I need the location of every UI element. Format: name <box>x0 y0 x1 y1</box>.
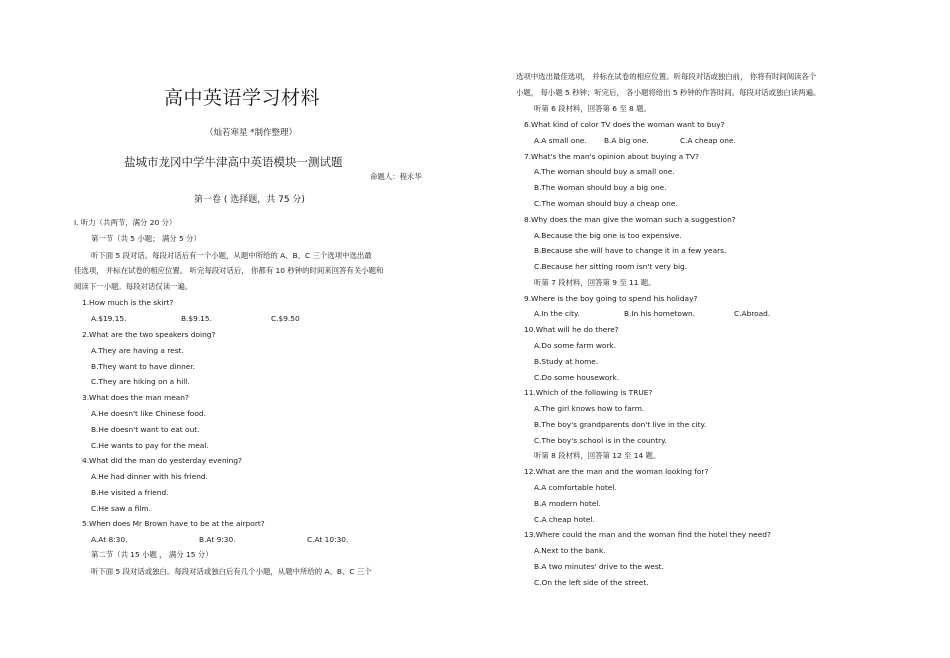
section-one-instruction: 阅读下一小题。每段对话仅读一遍。 <box>74 282 193 291</box>
section-one-instruction: 听下面 5 段对话。每段对话后有一个小题，从题中所给的 A、B、C 三个选项中选出最 <box>91 251 372 260</box>
section-two-instruction: 小题， 每小题 5 秒钟；听完后， 各小题将给出 5 秒钟的作答时间。每段对话或独白读两遍。 <box>516 88 821 97</box>
option-c[interactable]: C.On the left side of the street. <box>534 578 649 587</box>
option-c[interactable]: C.A cheap hotel. <box>534 515 595 524</box>
subtitle: （灿若寒星 *制作整理） <box>205 128 297 138</box>
option-b[interactable]: B.A modern hotel. <box>534 499 601 508</box>
option-a[interactable]: A.The girl knows how to farm. <box>534 404 645 413</box>
option-c[interactable]: C.Do some housework. <box>534 373 620 382</box>
question-stem: 13.Where could the man and the woman find the hotel they need? <box>524 530 771 539</box>
section-one-instruction: 佳选项， 并标在试卷的相应位置。 听完每段对话后， 你都有 10 秒钟的时间来回答有关小题和 <box>74 266 384 275</box>
passage-note: 听第 7 段材料，回答第 9 至 11 题。 <box>534 278 656 287</box>
option-a[interactable]: A.The woman should buy a small one. <box>534 167 675 176</box>
option-a[interactable]: A.$19.15. <box>91 314 127 323</box>
question-stem: 3.What does the man mean? <box>82 393 189 402</box>
option-c[interactable]: C.At 10:30. <box>307 535 349 544</box>
option-b[interactable]: B.The woman should buy a big one. <box>534 183 667 192</box>
passage-note: 听第 8 段材料，回答第 12 至 14 题。 <box>534 451 661 460</box>
option-b[interactable]: B.The boy's grandparents don't live in the city. <box>534 420 707 429</box>
option-b[interactable]: B.Because she will have to change it in a few years. <box>534 246 727 255</box>
section-two-instruction: 听下面 5 段对话或独白。每段对话或独白后有几个小题，从题中所给的 A、B、C 三个 <box>91 567 372 576</box>
option-c[interactable]: C.They are hiking on a hill. <box>91 377 190 386</box>
question-stem: 4.What did the man do yesterday evening? <box>82 456 242 465</box>
question-stem: 12.What are the man and the woman looking for? <box>524 467 709 476</box>
question-stem: 5.When does Mr Brown have to be at the airport? <box>82 519 265 528</box>
question-stem: 1.How much is the skirt? <box>82 298 174 307</box>
option-a[interactable]: A.They are having a rest. <box>91 346 184 355</box>
option-a[interactable]: A.Because the big one is too expensive. <box>534 231 682 240</box>
question-stem: 9.Where is the boy going to spend his holiday? <box>524 294 698 303</box>
option-b[interactable]: B.At 9:30. <box>199 535 236 544</box>
option-a[interactable]: A.Next to the bank. <box>534 546 606 555</box>
option-c[interactable]: C.A cheap one. <box>680 136 736 145</box>
option-b[interactable]: B.Study at home. <box>534 357 599 366</box>
question-stem: 10.What will he do there? <box>524 325 619 334</box>
option-c[interactable]: C.Abroad. <box>734 309 771 318</box>
option-c[interactable]: C.The woman should buy a cheap one. <box>534 199 678 208</box>
option-a[interactable]: A.He doesn't like Chinese food. <box>91 409 206 418</box>
option-a[interactable]: A.At 8:30. <box>91 535 128 544</box>
option-c[interactable]: C.He wants to pay for the meal. <box>91 441 209 450</box>
page-title: 高中英语学习材料 <box>164 87 321 109</box>
option-a[interactable]: A.A comfortable hotel. <box>534 483 617 492</box>
author-line: 命题人：程永华 <box>370 172 422 181</box>
question-stem: 6.What kind of color TV does the woman want to buy? <box>524 120 725 129</box>
section-two-instruction: 选项中选出最佳选项， 并标在试卷的相应位置。听每段对话或独白前， 你将有时间阅读各个 <box>516 72 817 81</box>
option-b[interactable]: B.He visited a friend. <box>91 488 169 497</box>
section-two-header: 第二节（共 15 小题 ， 满分 15 分） <box>91 550 213 559</box>
question-stem: 2.What are the two speakers doing? <box>82 330 216 339</box>
option-b[interactable]: B.$9.15. <box>181 314 212 323</box>
part-one-title: 第一卷 ( 选择题，共 75 分) <box>194 195 305 205</box>
option-b[interactable]: B.A big one. <box>604 136 649 145</box>
option-c[interactable]: C.The boy's school is in the country. <box>534 436 667 445</box>
option-b[interactable]: B.He doesn't want to eat out. <box>91 425 200 434</box>
option-c[interactable]: C.He saw a film. <box>91 504 151 513</box>
section-one-header: 第一节（共 5 小题； 满分 5 分） <box>91 234 201 243</box>
option-c[interactable]: C.Because her sitting room isn't very big. <box>534 262 688 271</box>
option-b[interactable]: B.In his hometown. <box>624 309 696 318</box>
question-stem: 7.What's the man's opinion about buying a TV? <box>524 152 699 161</box>
option-a[interactable]: A.In the city. <box>534 309 580 318</box>
option-b[interactable]: B.They want to have dinner. <box>91 362 196 371</box>
option-a[interactable]: A.He had dinner with his friend. <box>91 472 208 481</box>
passage-note: 听第 6 段材料，回答第 6 至 8 题。 <box>534 104 651 113</box>
option-a[interactable]: A.A small one. <box>534 136 587 145</box>
option-a[interactable]: A.Do some farm work. <box>534 341 617 350</box>
option-c[interactable]: C.$9.50 <box>271 314 300 323</box>
question-stem: 11.Which of the following is TRUE? <box>524 388 653 397</box>
exam-title: 盐城市龙冈中学牛津高中英语模块一测试题 <box>124 155 343 169</box>
listening-header: I. 听力（共两节，满分 20 分） <box>74 218 177 227</box>
option-b[interactable]: B.A two minutes' drive to the west. <box>534 562 664 571</box>
question-stem: 8.Why does the man give the woman such a suggestion? <box>524 215 736 224</box>
